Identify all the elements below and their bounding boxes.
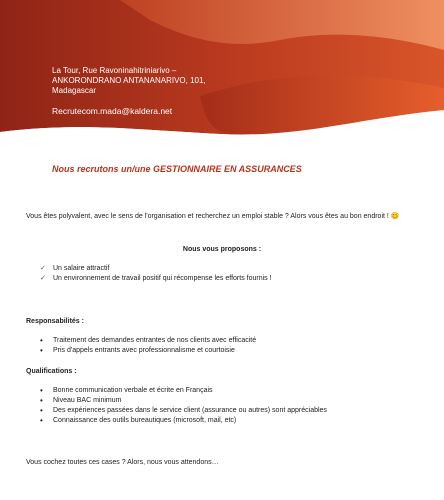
list-item <box>40 416 327 426</box>
list-item <box>40 336 256 346</box>
bullet-icon: • <box>40 396 43 405</box>
closing-text: Vous cochez toutes ces cases ? Alors, nous vous attendons… <box>26 459 219 466</box>
address-line: La Tour, Rue Ravoninahitriniarivo – <box>52 66 177 75</box>
intro-paragraph: Vous êtes polyvalent, avec le sens de l'organisation et recherchez un emploi stable ? Alors vous êtes au bon endroit ! 😊 <box>26 213 400 220</box>
offer-list <box>40 264 272 284</box>
qualifications-list <box>40 386 327 426</box>
list-item-text: Niveau BAC minimum <box>53 397 122 404</box>
list-item <box>40 346 256 356</box>
address-line: ANKORONDRANO ANTANANARIVO, 101, <box>52 76 206 85</box>
job-headline: Nous recrutons un/une GESTIONNAIRE EN ASSURANCES <box>52 164 302 174</box>
qualifications-title: Qualifications : <box>26 368 77 375</box>
checkmark-icon: ✓ <box>40 265 46 272</box>
list-item-text: Des expériences passées dans le service client (assurance ou autres) sont appréciables <box>53 407 327 414</box>
list-item-text: Un salaire attractif <box>53 265 110 272</box>
list-item-text: Traitement des demandes entrantes de nos clients avec efficacité <box>53 337 257 344</box>
responsibilities-title: Responsabilités : <box>26 318 84 325</box>
list-item-text: Un environnement de travail positif qui récompense les efforts fournis ! <box>53 275 272 282</box>
list-item <box>40 406 327 416</box>
list-item-text: Pris d'appels entrants avec professionnalisme et courtoisie <box>53 347 235 354</box>
bullet-icon: • <box>40 406 43 415</box>
checkmark-icon: ✓ <box>40 275 46 282</box>
company-address <box>52 66 206 96</box>
bullet-icon: • <box>40 416 43 425</box>
company-email[interactable]: Recrutecom.mada@kaldera.net <box>52 106 173 116</box>
list-item <box>40 396 327 406</box>
list-item <box>40 264 272 274</box>
list-item <box>40 386 327 396</box>
offer-title: Nous vous proposons : <box>182 246 262 253</box>
list-item <box>40 274 272 284</box>
list-item-text: Connaissance des outils bureautiques (microsoft, mail, etc) <box>53 417 237 424</box>
bullet-icon: • <box>40 346 43 355</box>
address-line: Madagascar <box>52 86 97 95</box>
bullet-icon: • <box>40 386 43 395</box>
bullet-icon: • <box>40 336 43 345</box>
list-item-text: Bonne communication verbale et écrite en Français <box>53 387 213 394</box>
responsibilities-list <box>40 336 256 356</box>
